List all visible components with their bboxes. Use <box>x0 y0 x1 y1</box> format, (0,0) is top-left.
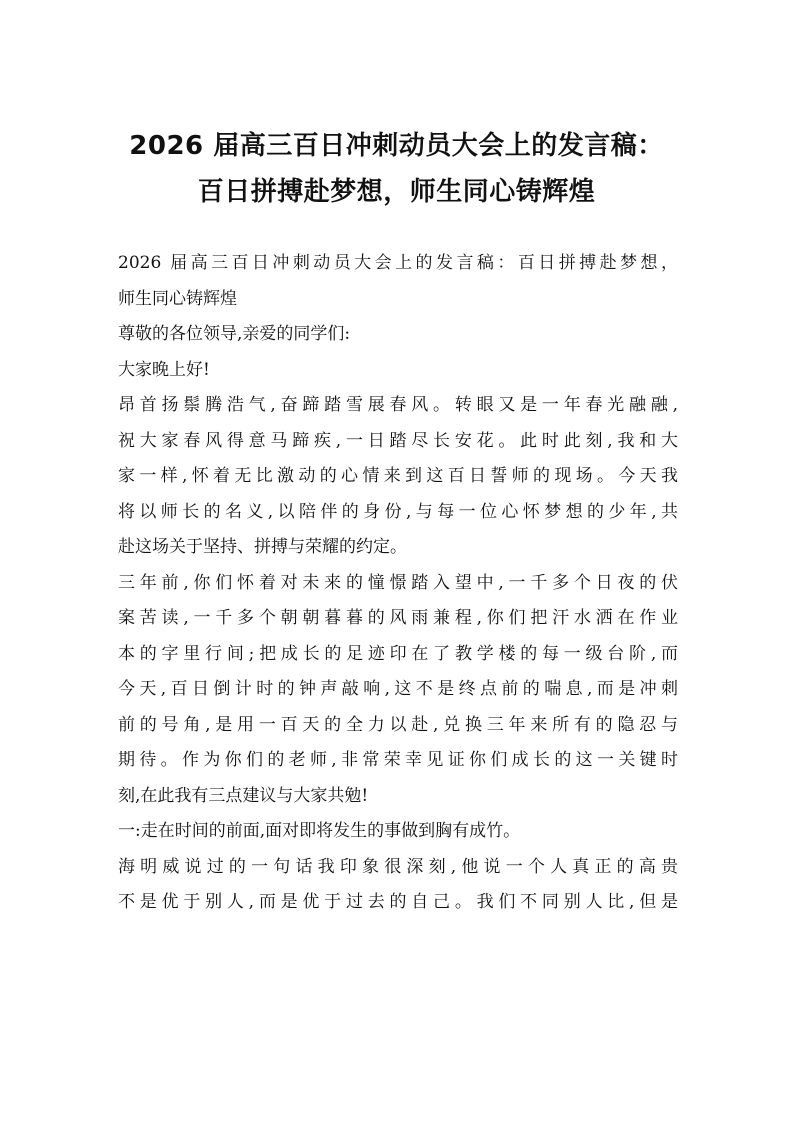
body-line: 本的字里行间;把成长的足迹印在了教学楼的每一级台阶,而 <box>118 643 678 664</box>
body-line: 刻,在此我有三点建议与大家共勉! <box>118 785 369 806</box>
body-line: 一:走在时间的前面,面对即将发生的事做到胸有成竹。 <box>118 821 521 841</box>
document-title-line-1: 2026 届高三百日冲刺动员大会上的发言稿： <box>129 131 664 161</box>
body-line: 昂首扬鬃腾浩气,奋蹄踏雪展春风。转眼又是一年春光融融, <box>118 395 678 415</box>
document-body <box>118 246 678 921</box>
body-line: 师生同心铸辉煌 <box>118 288 237 309</box>
body-line: 祝大家春风得意马蹄疾,一日踏尽长安花。此时此刻,我和大 <box>118 430 678 451</box>
body-line: 将以师长的名义,以陪伴的身份,与每一位心怀梦想的少年,共 <box>118 501 678 522</box>
document-title-line-2: 百日拼搏赴梦想，师生同心铸辉煌 <box>197 177 596 207</box>
body-line: 三年前,你们怀着对未来的憧憬踏入望中,一千多个日夜的伏 <box>118 572 678 593</box>
body-line: 赴这场关于坚持、拼搏与荣耀的约定。 <box>118 537 407 557</box>
body-line: 家一样,怀着无比激动的心情来到这百日誓师的现场。今天我 <box>118 466 678 486</box>
body-line: 尊敬的各位领导,亲爱的同学们: <box>118 324 351 344</box>
body-line: 2026 届高三百日冲刺动员大会上的发言稿：百日拼搏赴梦想， <box>118 253 678 273</box>
body-line: 不是优于别人,而是优于过去的自己。我们不同别人比,但是 <box>118 892 678 912</box>
body-line: 海明威说过的一句话我印象很深刻,他说一个人真正的高贵 <box>118 856 678 877</box>
body-line: 前的号角,是用一百天的全力以赴,兑换三年来所有的隐忍与 <box>118 714 678 735</box>
body-line: 案苦读,一千多个朝朝暮暮的风雨兼程,你们把汗水洒在作业 <box>118 608 678 628</box>
body-line: 大家晚上好! <box>118 359 210 380</box>
body-line: 期待。作为你们的老师,非常荣幸见证你们成长的这一关键时 <box>118 750 678 770</box>
body-line: 今天,百日倒计时的钟声敲响,这不是终点前的喘息,而是冲刺 <box>118 679 678 699</box>
